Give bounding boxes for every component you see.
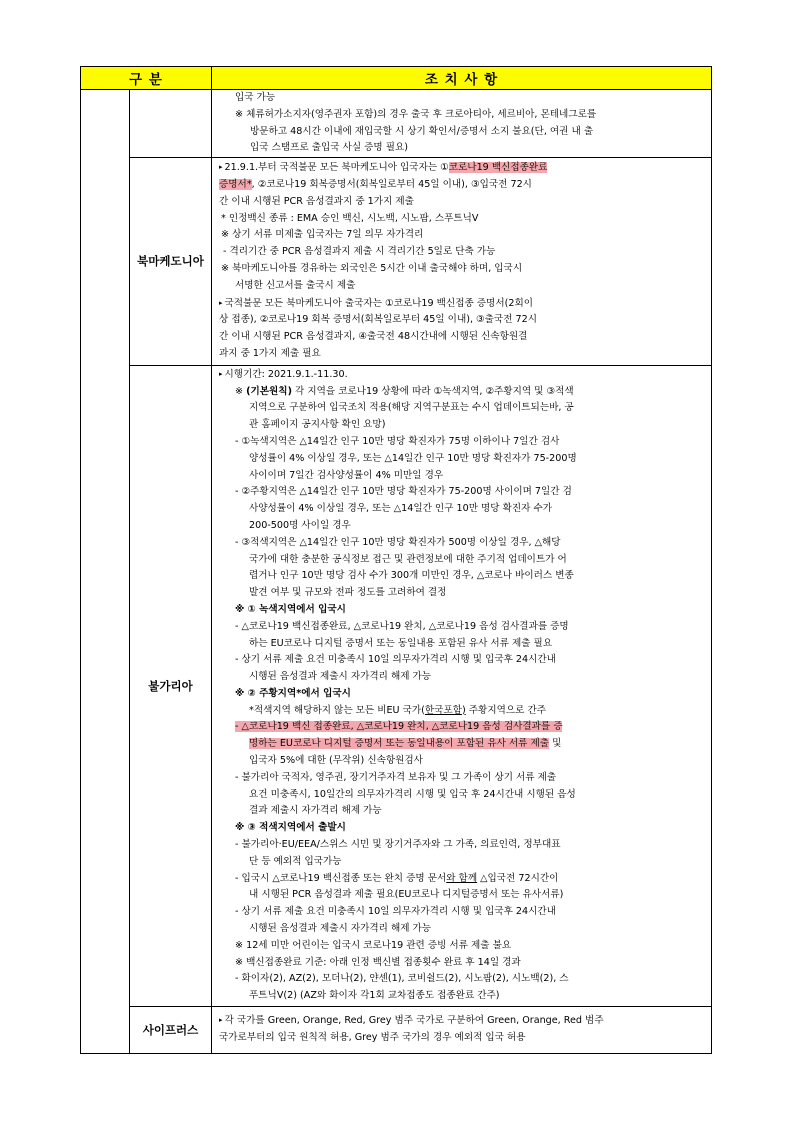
highlighted-text: - △코로나19 백신 접종완료, △코로나19 완치, △코로나19 음성 검사결과를 증 <box>235 721 563 733</box>
text-line: △입국전 72시간이 <box>477 872 559 884</box>
section-heading: ※ ② 주황지역*에서 입국시 <box>235 687 351 699</box>
text-line: 사양성률이 4% 이상일 경우, 또는 △14일간 인구 10만 명당 확진자 수가 <box>249 503 552 515</box>
triangle-bullet-icon: ▸ <box>219 369 223 378</box>
highlighted-text: 코로나19 백신접종완료 <box>448 162 548 174</box>
text-line: - 입국시 △코로나19 백신접종 또는 완치 증명 문서 <box>235 872 447 884</box>
country-name-cyprus: 사이프러스 <box>130 1007 212 1054</box>
text-line: 상 접종), ②코로나19 회복 증명서(회복일로부터 45일 이내), ③출국전 72시 <box>219 314 537 326</box>
country-name-north-macedonia: 북마케도니아 <box>130 158 212 366</box>
text-line: - ②주황지역은 △14일간 인구 10만 명당 확진자가 75-200명 사이이며 7일간 검 <box>235 486 572 498</box>
text-line: 및 <box>549 738 562 750</box>
text-line: 방문하고 48시간 이내에 재입국할 시 상기 확인서/증명서 소지 불요(단, 여권 내 출 <box>250 125 594 137</box>
text-line: - 상기 서류 제출 요건 미충족시 10일 의무자가격리 시행 및 입국후 24시간내 <box>235 906 556 918</box>
underlined-text: 와 함께 <box>446 872 478 884</box>
text-line: ※ 12세 미만 어린이는 입국시 코로나19 관련 증빙 서류 제출 불요 <box>235 939 512 951</box>
text-line: 200-500명 사이일 경우 <box>249 519 351 531</box>
header-measures: 조 치 사 항 <box>212 67 712 90</box>
text-line: 입국자 5%에 대한 (무작위) 신속항원검사 <box>249 755 423 767</box>
text-line: 시행기간: 2021.9.1.-11.30. <box>224 368 348 380</box>
north-macedonia-measures <box>212 158 712 366</box>
text-line: - △코로나19 백신접종완료, △코로나19 완치, △코로나19 음성 검사결과를 증명 <box>235 620 569 632</box>
highlighted-text: 명하는 EU코로나 디지털 증명서 또는 동일내용이 포함된 유사 서류 제출 <box>249 738 550 750</box>
text-line: 국적불문 모든 북마케도니아 출국자는 ①코로나19 백신접종 증명서(2회이 <box>224 297 533 309</box>
text-line: 하는 EU코로나 디지털 증명서 또는 동일내용 포함된 유사 서류 제출 필요 <box>249 637 553 649</box>
cyprus-measures <box>212 1007 712 1054</box>
section-heading: ※ ① 녹색지역에서 입국시 <box>235 603 346 615</box>
text-line: 관 홈페이지 공지사항 확인 요망) <box>249 419 386 431</box>
text-line: 입국 가능 <box>235 92 276 103</box>
table-row <box>81 1007 712 1054</box>
header-row <box>81 67 712 90</box>
text-line: 각 지역을 코로나19 상황에 따라 ①녹색지역, ②주황지역 및 ③적색 <box>291 385 574 397</box>
text-line: ※ 상기 서류 미제출 입국자는 7일 의무 자가격리 <box>221 229 424 241</box>
text-line: 사이이며 7일간 검사양성률이 4% 미만일 경우 <box>249 469 444 481</box>
text-line: 시행된 음성결과 제출시 자가격리 해제 가능 <box>249 923 432 935</box>
bulgaria-measures <box>212 365 712 1006</box>
text-line: - 격리기간 중 PCR 음성결과지 제출 시 격리기간 5일로 단축 가능 <box>223 246 496 258</box>
text-line: 양성률이 4% 이상일 경우, 또는 △14일간 인구 10만 명당 확진자가 75-200명 <box>249 452 577 464</box>
text-line: 각 국가를 Green, Orange, Red, Grey 범주 국가로 구분하여 Green, Orange, Red 범주 <box>224 1015 604 1027</box>
table-row <box>81 365 712 1006</box>
text-line: 결과 제출시 자가격리 해제 가능 <box>249 805 382 817</box>
table-row <box>81 90 712 158</box>
section-heading: ※ ③ 적색지역에서 출발시 <box>235 822 346 834</box>
text-line: *적색지역 해당하지 않는 모든 비EU 국가( <box>249 704 425 716</box>
text-line: 발견 여부 및 규모와 전파 정도를 고려하여 결정 <box>249 587 447 599</box>
text-line: ※ 백신접종완료 기준: 아래 인정 백신별 접종횟수 완료 후 14일 경과 <box>235 956 521 968</box>
text-line: - 상기 서류 제출 요건 미충족시 10일 의무자가격리 시행 및 입국후 24시간내 <box>235 654 556 666</box>
triangle-bullet-icon: ▸ <box>219 298 223 307</box>
text-line: 21.9.1.부터 국적불문 모든 북마케도니아 입국자는 ① <box>224 162 449 174</box>
triangle-bullet-icon: ▸ <box>219 1016 223 1025</box>
text-line: 요건 미충족시, 10일간의 의무자가격리 시행 및 입국 후 24시간내 시행된 음성 <box>249 788 576 800</box>
bold-text: (기본원칙) <box>246 385 292 397</box>
text-line: 시행된 음성결과 제출시 자가격리 해제 가능 <box>249 671 432 683</box>
measures-table <box>80 66 712 1054</box>
triangle-bullet-icon: ▸ <box>219 163 223 172</box>
text-line: 주황지역으로 간주 <box>465 704 546 716</box>
text-line: - ③적색지역은 △14일간 인구 10만 명당 확진자가 500명 이상일 경우, △해당 <box>235 536 561 548</box>
text-line: 과지 중 1가지 제출 필요 <box>219 347 321 359</box>
text-line: - 불가리아 국적자, 영주권, 장기거주자격 보유자 및 그 가족이 상기 서류 제출 <box>235 771 557 783</box>
continuation-cell <box>212 90 712 158</box>
text-line: 렵거나 인구 10만 명당 검사 수가 300개 미만인 경우, △코로나 바이러스 변종 <box>249 570 574 582</box>
text-line: 간 이내 시행된 PCR 음성결과지, ④출국전 48시간내에 시행된 신속항원결 <box>219 331 528 343</box>
text-line: 지역으로 구분하여 입국조치 적용(해당 지역구분표는 수시 업데이트되는바, 공 <box>249 402 574 414</box>
text-line: 국가로부터의 입국 원칙적 허용, Grey 범주 국가의 경우 예외적 입국 허용 <box>219 1031 526 1043</box>
note-mark: ※ <box>235 385 247 397</box>
text-line: 단 등 예외적 입국가능 <box>249 855 342 867</box>
text-line: ※ 북마케도니아를 경유하는 외국인은 5시간 이내 출국해야 하며, 입국시 <box>221 262 523 274</box>
text-line: ※ 체류허가소지자(영주권자 포함)의 경우 출국 후 크로아티아, 세르비아, 몬테네그로를 <box>235 108 597 120</box>
country-name-bulgaria: 불가리아 <box>130 365 212 1006</box>
table-row <box>81 158 712 366</box>
text-line: 서명한 신고서를 출국시 제출 <box>235 279 356 291</box>
highlighted-text: 증명서* <box>219 178 252 190</box>
country-cell-empty <box>130 90 212 158</box>
text-line: 입국 스탬프로 출입국 사실 증명 필요) <box>250 142 409 154</box>
text-line: 국가에 대한 충분한 공식정보 접근 및 관련정보에 대한 주기적 업데이트가 어 <box>249 553 567 565</box>
text-line: 내 시행된 PCR 음성결과 제출 필요(EU코로나 디지털증명서 또는 유사서류) <box>249 889 564 901</box>
text-line: - 불가리아‧EU/EEA/스위스 시민 및 장기거주자와 그 가족, 의료인력, 정부대표 <box>235 839 561 851</box>
text-line: , ②코로나19 회복증명서(회복일로부터 45일 이내), ③입국전 72시 <box>251 178 532 190</box>
text-line: 푸트닉V(2) (AZ와 화이자 각1회 교차접종도 접종완료 간주) <box>249 990 500 1002</box>
text-line: * 인정백신 종류 : EMA 승인 백신, 시노백, 시노팜, 스푸트닉V <box>221 212 479 224</box>
text-line: - ①녹색지역은 △14일간 인구 10만 명당 확진자가 75명 이하이나 7일간 검사 <box>235 435 560 447</box>
region-cell <box>81 90 130 1054</box>
text-line: - 화이자(2), AZ(2), 모더나(2), 얀센(1), 코비쉴드(2), 시노팜(2), 시노백(2), 스 <box>235 973 569 985</box>
text-line: 간 이내 시행된 PCR 음성결과지 중 1가지 제출 <box>219 195 414 207</box>
underlined-text: 한국포함) <box>424 704 466 716</box>
header-category: 구 분 <box>81 67 212 90</box>
